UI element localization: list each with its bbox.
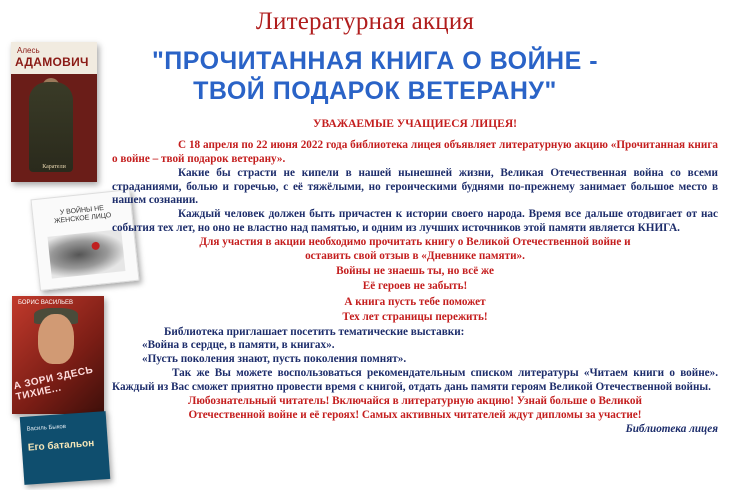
exhibition-item: «Война в сердце, в памяти, в книгах».: [142, 339, 335, 352]
announcement-text: [112, 139, 718, 436]
poem: [112, 264, 718, 326]
book-illustration-face: [38, 314, 74, 364]
book-author: Василь Быков: [26, 423, 67, 433]
page-title: [95, 46, 655, 106]
book-cover-adamovich: [11, 42, 97, 182]
poem-line: Её героев не забыть!: [362, 280, 468, 293]
poem-line: Войны не знаешь ты, но всё же: [336, 264, 494, 277]
greeting: УВАЖАЕМЫЕ УЧАЩИЕСЯ ЛИЦЕЯ!: [313, 118, 517, 130]
closing-call: [112, 395, 718, 423]
exhibition-item: «Пусть поколения знают, пусть поколения помнят».: [142, 353, 407, 366]
title-line-1: "ПРОЧИТАННАЯ КНИГА О ВОЙНЕ -: [151, 47, 599, 75]
paragraph-war-memory: Какие бы страсти не кипели в нашей нынешней жизни, Великая Отечественная война со всеми страданиями, болью и горечью, с её тяжёлыми, но героическими буднями по-прежнему занимает большое место в нашем сознании.: [112, 166, 718, 207]
book-author-last: АДАМОВИЧ: [15, 55, 89, 69]
book-cover-dawns-are-quiet: [12, 296, 104, 414]
title-line-2: ТВОЙ ПОДАРОК ВЕТЕРАНУ": [193, 77, 557, 105]
book-cover-his-battalion: [20, 411, 111, 485]
book-author-first: Алесь: [17, 46, 40, 55]
book-title: Его батальон: [27, 437, 95, 454]
paragraph-history: Каждый человек должен быть причастен к истории своего народа. Время все дальше отодвигает от нас события тех лет, но оно не властно над памятью, и одним из лучших источников этой памяти является КНИГА.: [112, 208, 718, 235]
book-illustration-figure: [29, 82, 73, 172]
book-author: БОРИС ВАСИЛЬЕВ: [18, 300, 74, 306]
paragraph-participation: [112, 236, 718, 264]
poem-line: А книга пусть тебе поможет: [344, 295, 486, 308]
closing-line-2: Отечественной войне и её героях! Самых активных читателей ждут дипломы за участие!: [188, 408, 642, 421]
participation-line-1: Для участия в акции необходимо прочитать книгу о Великой Отечественной войне и: [199, 235, 631, 248]
closing-line-1: Любознательный читатель! Включайся в литературную акцию! Узнай больше о Великой: [188, 394, 642, 407]
paragraph-exhibitions: Библиотека приглашает посетить тематические выставки:: [164, 325, 465, 338]
signature: Библиотека лицея: [625, 422, 718, 435]
participation-line-2: оставить свой отзыв в «Дневнике памяти».: [305, 249, 525, 262]
book-title: А ЗОРИ ЗДЕСЬ ТИХИЕ...: [12, 364, 95, 403]
page-subtitle: Литературная акция: [255, 8, 475, 35]
intro-paragraph: С 18 апреля по 22 июня 2022 года библиотека лицея объявляет литературную акцию «Прочитанная книга о войне – твой подарок ветерану».: [112, 139, 718, 165]
poem-line: Тех лет страницы пережить!: [342, 311, 488, 324]
book-title: У ВОЙНЫ НЕ ЖЕНСКОЕ ЛИЦО: [53, 204, 112, 226]
paragraph-reading-list: Так же Вы можете воспользоваться рекомендательным списком литературы «Читаем книги о войне». Каждый из Вас сможет приятно провести время с книгой, отдать дань памяти героям Великой Отечественной войны.: [112, 367, 718, 393]
book-title: Каратели: [42, 164, 66, 170]
